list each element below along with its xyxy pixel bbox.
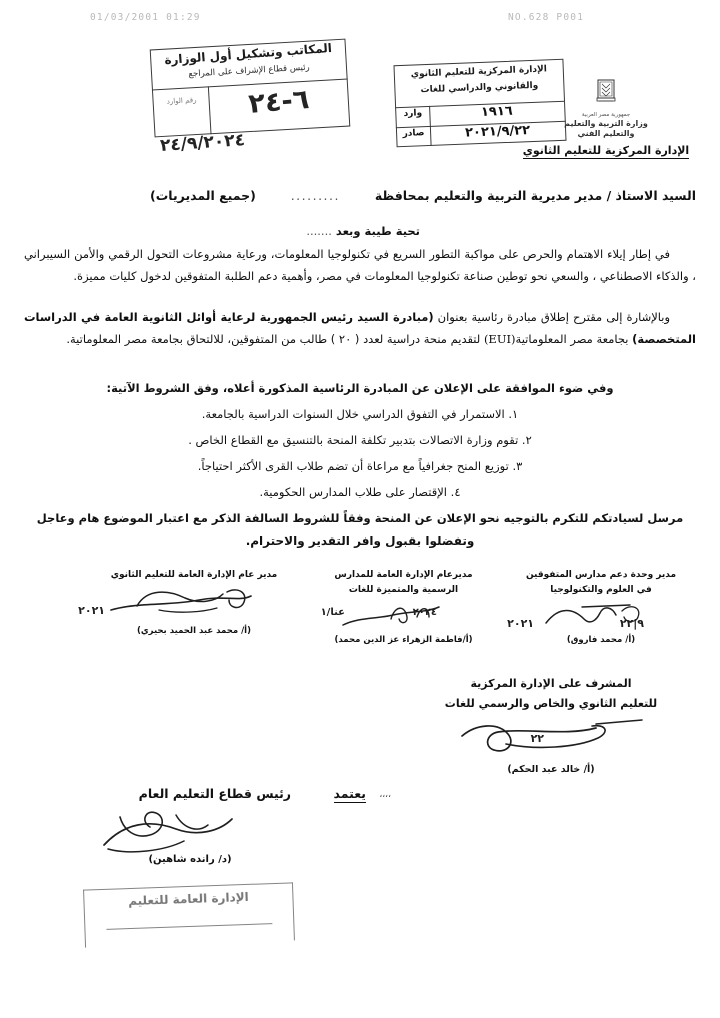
stamp-subtitle: رئيس قطاع الإشراف على المراجع — [188, 62, 310, 80]
letterhead-ministry-line1: وزارة التربية والتعليم — [564, 119, 648, 128]
addressee-all-directorates: (جميع المديريات) — [150, 188, 256, 203]
signature-name: (أ/فاطمة الزهراء عز الدين محمد) — [334, 634, 473, 645]
signature-row — [24, 568, 696, 658]
signature-title-line1: مدير وحدة دعم مدارس المتفوقين — [525, 570, 677, 580]
greeting-line — [306, 224, 420, 238]
eui-abbreviation: (EUI) — [483, 332, 516, 347]
condition-item-2: ٢. تقوم وزارة الاتصالات بتدبير تكلفة المنحة بالتنسيق مع القطاع الخاص . — [188, 433, 532, 447]
greeting-text: تحية طيبة وبعد — [335, 224, 420, 238]
fax-datetime: 01/03/2001 01:29 — [90, 12, 201, 23]
outgoing-value: ٢٠٢١/٩/٢٢ — [464, 123, 531, 141]
letterhead-department: الإدارة المركزية للتعليم الثانوي — [522, 144, 690, 157]
fax-page-code: NO.628 P001 — [508, 12, 585, 23]
supervisor-name: (أ/ خالد عبد الحكم) — [507, 763, 595, 775]
condition-item-3: ٣. توزيع المنح جغرافياً مع مراعاة أن تضم طلاب القرى الأكثر احتياجاً. — [197, 459, 523, 473]
svg-text:عنا/١: عنا/١ — [320, 606, 345, 618]
svg-text:٢٠٢٤: ٢٠٢٤ — [412, 606, 437, 618]
condition-item-4: ٤. الإقتصار على طلاب المدارس الحكومية. — [259, 485, 461, 499]
supervisor-block — [406, 674, 696, 778]
body-paragraph-2 — [24, 306, 696, 350]
handwritten-signature — [507, 599, 676, 631]
letterhead-country: جمهورية مصر العربية — [581, 112, 631, 118]
initiative-title: (مبادرة السيد رئيس الجمهورية لرعاية أوائل الثانوية العامة في الدراسات المتخصصة) — [24, 310, 696, 347]
handwritten-signature — [446, 716, 656, 760]
signature-title-line2: في العلوم والتكنولوجيا — [550, 584, 652, 595]
stamp-side-label: رقم الوارد — [166, 96, 197, 106]
approval-signature — [80, 805, 280, 861]
paragraph-2-pre: وبالإشارة إلى مقترح إطلاق مبادرة رئاسية بعنوان — [437, 310, 671, 324]
approval-dots: ،،،، — [379, 790, 391, 800]
fax-header — [0, 12, 720, 30]
svg-text:٩|٢٢: ٩|٢٢ — [619, 616, 644, 630]
approval-title: رئيس قطاع التعليم العام — [138, 786, 291, 801]
letterhead-ministry-line2: والتعليم الفني — [577, 129, 635, 138]
supervisor-title-line1: المشرف على الإدارة المركزية — [470, 677, 632, 690]
body-paragraph-1 — [24, 243, 696, 287]
paragraph-2-mid: بجامعة مصر المعلوماتية — [515, 332, 629, 347]
stamp-title: المكاتب وتشكيل أول الوزارة — [163, 40, 333, 68]
addressee-line — [150, 188, 696, 203]
signature-block-gifted-schools-unit — [506, 568, 696, 647]
registration-stamp-date: ٢٤/٩/٢٠٢٤ — [159, 130, 246, 156]
conditions-title: وفي ضوء الموافقة على الإعلان عن المبادرة الرئاسية المذكورة أعلاه، وفق الشروط الآتية: — [106, 381, 614, 395]
bottom-official-stamp — [83, 882, 295, 947]
signature-block-secondary-education — [78, 568, 304, 638]
condition-item-1: ١. الاستمرار في التفوق الدراسي خلال السنوات الدراسية بالجامعة. — [201, 407, 519, 421]
signature-title-line1: مديرعام الإدارة العامة للمدارس — [334, 570, 473, 580]
signature-title-line2: الرسمية والمتميزة للغات — [348, 584, 459, 595]
incoming-label: وارد — [403, 108, 423, 119]
paragraph-2-post: لتقديم منحة دراسية لعدد ( ٢٠ ) طالب من المتفوقين، للالتحاق بجامعة مصر المعلوماتية. — [66, 332, 481, 347]
inbox-title-line2: والقانوني والدراسي للغات — [420, 80, 539, 96]
supervisor-title-line2: للتعليم الثانوي والخاص والرسمي للغات — [444, 697, 658, 711]
addressee-dots: ......... — [290, 188, 340, 203]
inbox-title-line1: الإدارة المركزية للتعليم الثانوي — [410, 64, 548, 80]
svg-text:٢٠٢١: ٢٠٢١ — [78, 603, 105, 617]
addressee-text: السيد الاستاذ / مدير مديرية التربية والتعليم بمحافظة — [374, 188, 696, 203]
signature-block-language-schools — [316, 568, 491, 647]
greeting-dots: ....... — [306, 224, 332, 238]
incoming-value: ١٩١٦ — [480, 103, 514, 120]
handwritten-signature — [78, 584, 289, 622]
signature-name: (أ/ محمد عبد الحميد بحيري) — [137, 625, 251, 636]
bottom-stamp-text: الإدارة العامة للتعليم — [127, 889, 249, 909]
signature-name: (أ/ محمد فاروق) — [566, 634, 636, 645]
egypt-eagle-emblem-icon — [593, 78, 619, 110]
outgoing-label: صادر — [402, 128, 425, 139]
signature-title-line1: مدير عام الإدارة العامة للتعليم الثانوي — [110, 570, 278, 580]
approval-word: يعتمد — [333, 786, 366, 801]
letterhead — [516, 78, 696, 159]
svg-text:٢٢: ٢٢ — [530, 731, 544, 745]
approval-name: (د/ رانده شاهين) — [148, 854, 232, 865]
stamp-number: ٦-٢٤ — [247, 83, 311, 120]
closing-line-2: وتفضلوا بقبول وافر التقدير والاحترام. — [245, 534, 475, 548]
registration-stamp-box — [150, 39, 351, 138]
paragraph-1-text: في إطار إيلاء الاهتمام والحرص على مواكبة التطور السريع في تكنولوجيا المعلومات، ورعاية مشروعات التحول الرقمي والأمن السيبراني ، والذكاء الاصطناعي ، والسعي نحو توطين صناعة تكنولوجيا المعلومات في مصر، وأهمية دعم الطلبة المتفوقين لدخول كليات مميزة. — [24, 247, 696, 284]
svg-text:٢٠٢١: ٢٠٢١ — [507, 616, 534, 630]
handwritten-signature — [320, 599, 479, 631]
closing-line-1: مرسل لسيادتكم للتكرم بالتوجيه نحو الإعلان عن المنحة وفقاً للشروط السالفة الذكر مع اعتبار الموضوع هام وعاجل — [36, 511, 684, 525]
